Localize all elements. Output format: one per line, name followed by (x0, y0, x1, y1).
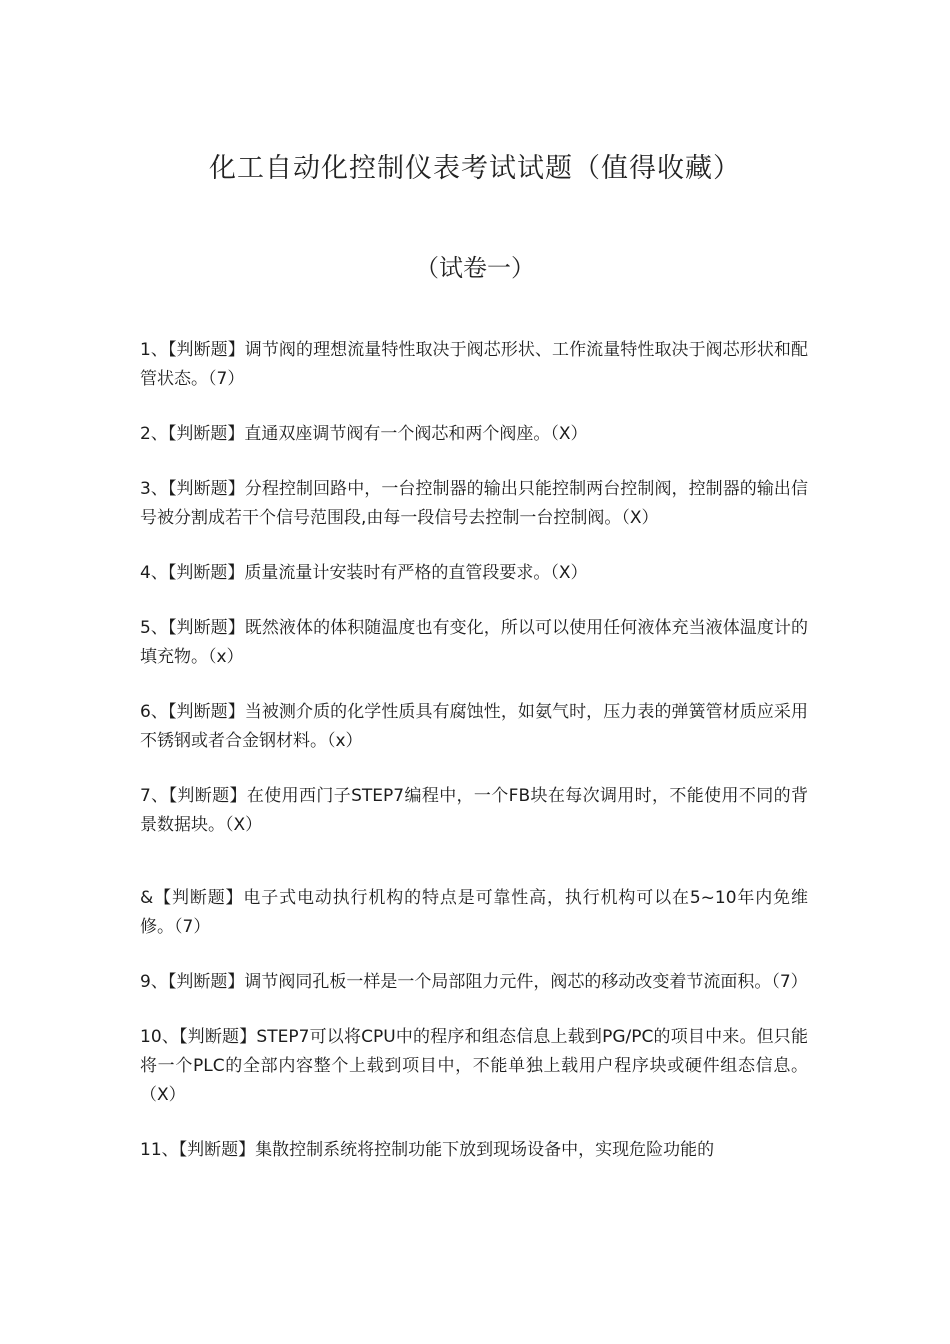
question-text: 【判断题】调节阀的理想流量特性取决于阀芯形状、工作流量特性取决于阀芯形状和配管状态。（7） (140, 340, 808, 389)
question-number: & (140, 888, 154, 908)
question-number: 7、 (140, 786, 169, 806)
question-number: 5、 (140, 618, 168, 638)
question-item (140, 559, 808, 588)
document-subtitle: （试卷一） (415, 254, 535, 282)
question-item (140, 968, 808, 997)
question-item (140, 336, 808, 394)
question-list (140, 336, 808, 1191)
question-text: 【判断题】直通双座调节阀有一个阀芯和两个阀座。（X） (167, 424, 588, 444)
question-text: 【判断题】既然液体的体积随温度也有变化，所以可以使用任何液体充当液体温度计的填充物。（x） (140, 618, 808, 667)
question-text: 【判断题】电子式电动执行机构的特点是可靠性高，执行机构可以在5~10年内免维修。（7） (140, 888, 808, 937)
question-text: 【判断题】质量流量计安装时有严格的直管段要求。（X） (167, 563, 588, 583)
question-number: 4、 (140, 563, 168, 583)
question-item (140, 1136, 808, 1165)
question-item (140, 420, 808, 449)
question-text: 【判断题】在使用西门子STEP7编程中，一个FB块在每次调用时，不能使用不同的背景数据块。（X） (140, 786, 808, 835)
document-title: 化工自动化控制仪表考试试题（值得收藏） (209, 153, 741, 184)
question-number: 6、 (140, 702, 168, 722)
question-item (140, 782, 808, 840)
question-number: 10、 (140, 1027, 179, 1047)
question-item (140, 1023, 808, 1110)
question-item (140, 614, 808, 672)
question-number: 2、 (140, 424, 168, 444)
question-text: 【判断题】分程控制回路中，一台控制器的输出只能控制两台控制阀，控制器的输出信号被分割成若干个信号范围段,由每一段信号去控制一台控制阀。（X） (140, 479, 808, 528)
question-text: 【判断题】当被测介质的化学性质具有腐蚀性，如氨气时，压力表的弹簧管材质应采用不锈钢或者合金钢材料。（x） (140, 702, 808, 751)
question-text: 【判断题】调节阀同孔板一样是一个局部阻力元件，阀芯的移动改变着节流面积。（7） (167, 972, 808, 992)
question-item (140, 698, 808, 756)
question-number: 11、 (140, 1140, 179, 1160)
question-item (140, 884, 808, 942)
question-item (140, 475, 808, 533)
question-number: 9、 (140, 972, 168, 992)
question-text: 【判断题】集散控制系统将控制功能下放到现场设备中，实现危险功能的 (178, 1140, 715, 1160)
question-text: 【判断题】STEP7可以将CPU中的程序和组态信息上载到PG/PC的项目中来。但只能将一个PLC的全部内容整个上载到项目中，不能单独上载用户程序块或硬件组态信息。（X） (140, 1027, 808, 1105)
question-number: 1、 (140, 340, 168, 360)
question-number: 3、 (140, 479, 168, 499)
